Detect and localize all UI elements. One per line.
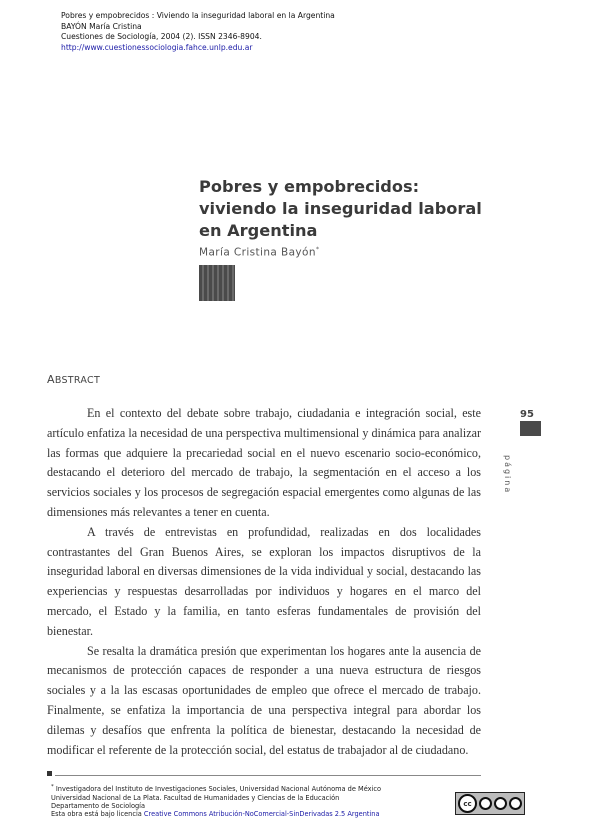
footnote-divider xyxy=(55,775,481,776)
abstract-body xyxy=(47,404,481,760)
page-marker-block xyxy=(520,421,541,436)
header-citation-title: Pobres y empobrecidos : Viviendo la inseguridad laboral en la Argentina xyxy=(61,11,335,20)
by-icon xyxy=(479,797,492,810)
footer-license xyxy=(51,810,381,818)
author-name: María Cristina Bayón xyxy=(199,246,316,259)
abstract-paragraph: A través de entrevistas en profundidad, realizadas en dos localidades contrastantes del Gran Buenos Aires, se exploran los impactos disruptivos de la inseguridad laboral en diversas dimensiones de la vida individual y social, destacando las experiencias y respuestas desarrolladas por individuos y hogares en el marco del mercado, el Estado y la familia, en tanto esferas fundamentales de provisión del bienestar. xyxy=(47,524,481,638)
license-link[interactable]: Creative Commons Atribución-NoComercial-SinDerivadas 2.5 Argentina xyxy=(143,810,380,819)
header-author: BAYÓN María Cristina xyxy=(61,21,142,31)
document-header xyxy=(61,11,335,53)
cc-icon: cc xyxy=(458,794,477,813)
nd-icon xyxy=(509,797,522,810)
page-word: página xyxy=(503,455,512,495)
footer-department: Departamento de Sociología xyxy=(51,802,146,810)
decorative-block xyxy=(199,265,235,301)
page-number: 95 xyxy=(520,409,534,420)
footer-university: Universidad Nacional de La Plata. Facultad de Humanidades y Ciencias de la Educación xyxy=(51,793,340,802)
abstract-heading xyxy=(47,373,100,386)
article-title: Pobres y empobrecidos: viviendo la inseguridad laboral en Argentina xyxy=(199,177,482,240)
header-url-link[interactable]: http://www.cuestionessociologia.fahce.unlp.edu.ar xyxy=(61,42,253,52)
footer-notes xyxy=(51,783,381,819)
article-author xyxy=(199,246,319,259)
footnote-text: Investigadora del Instituto de Investigaciones Sociales, Universidad Nacional Autónoma de México xyxy=(55,785,382,794)
header-journal: Cuestiones de Sociología, 2004 (2). ISSN 2346-8904. xyxy=(61,32,262,42)
abstract-paragraph: En el contexto del debate sobre trabajo, ciudadania e integración social, este artículo enfatiza la necesidad de una perspectiva multimensional y dinámica para analizar las formas que adquiere la precariedad social en el nuevo escenario socio-económico, destacando el deterioro del mercado de trabajo, la segmentación en el acceso a los servicios sociales y los procesos de segregación espacial emergentes como algunas de las dimensiones más relevantes a tener en cuenta. xyxy=(47,406,481,519)
abstract-paragraph: Se resalta la dramática presión que experimentan los hogares ante la ausencia de mecanismos de protección capaces de responder a una nueva estructura de riesgos sociales y a la las escasas oportunidades de empleo que ofrece el mercado de trabajo. Finalmente, se enfatiza la importancia de una perspectiva integral para abordar los dilemas y desafíos que enfrenta la política de bienestar, destacando la necesidad de modificar el referente de la protección social, del estatus de trabajador al de ciudadano. xyxy=(47,643,481,757)
footnote-bullet xyxy=(47,771,52,776)
license-prefix: Esta obra está bajo licencia xyxy=(51,810,144,819)
nc-icon xyxy=(494,797,507,810)
footnote-mark: * xyxy=(51,784,54,790)
abstract-heading-initial: A xyxy=(47,373,55,386)
abstract-heading-rest: BSTRACT xyxy=(54,375,101,386)
cc-license-badge[interactable] xyxy=(455,792,525,815)
author-footnote-mark: * xyxy=(315,246,320,253)
footnote-affiliation xyxy=(51,783,381,794)
